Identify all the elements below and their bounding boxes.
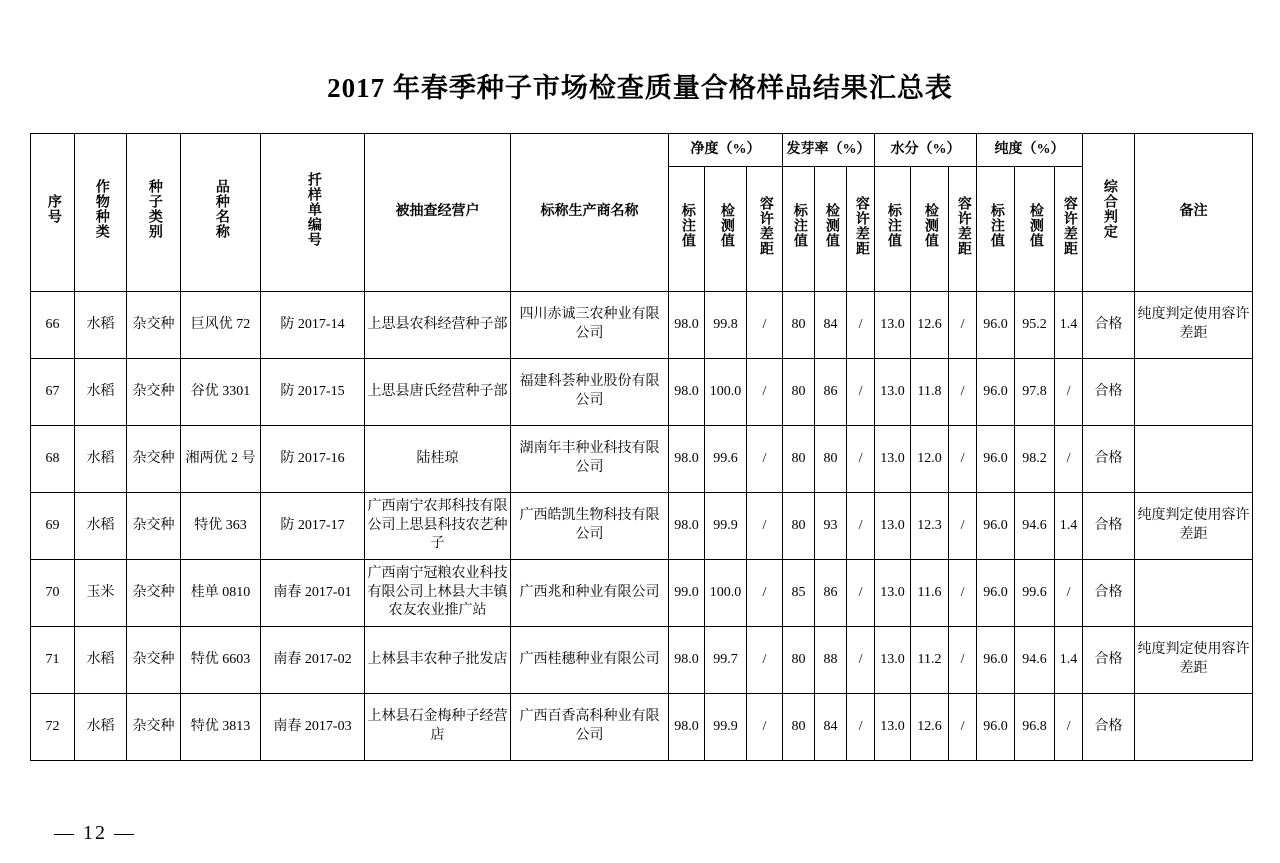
cell-remarks: [1135, 560, 1253, 627]
cell-varietal-purity-tested: 98.2: [1015, 426, 1055, 493]
cell-variety-name: 湘两优 2 号: [181, 426, 261, 493]
col-header-seq: 序号: [31, 134, 75, 292]
cell-varietal-purity-tolerance: /: [1055, 359, 1083, 426]
group-header-purity: 净度（%）: [669, 134, 783, 167]
cell-germination-labeled: 80: [783, 426, 815, 493]
col-header-sampled-operator: 被抽查经营户: [365, 134, 511, 292]
cell-varietal-purity-tested: 94.6: [1015, 493, 1055, 560]
cell-purity-tolerance: /: [747, 627, 783, 694]
group-header-varietal-purity: 纯度（%）: [977, 134, 1083, 167]
cell-sampled-operator: 上林县石金梅种子经营店: [365, 694, 511, 761]
cell-judgement: 合格: [1083, 493, 1135, 560]
cell-seq: 67: [31, 359, 75, 426]
cell-sampling-form-no: 南春 2017-01: [261, 560, 365, 627]
cell-variety-name: 桂单 0810: [181, 560, 261, 627]
cell-moisture-labeled: 13.0: [875, 627, 911, 694]
cell-purity-labeled: 99.0: [669, 560, 705, 627]
cell-moisture-labeled: 13.0: [875, 359, 911, 426]
cell-moisture-labeled: 13.0: [875, 493, 911, 560]
cell-judgement: 合格: [1083, 627, 1135, 694]
table-row: [31, 627, 1253, 694]
group-header-germination: 发芽率（%）: [783, 134, 875, 167]
cell-varietal-purity-tested: 96.8: [1015, 694, 1055, 761]
cell-germination-labeled: 80: [783, 493, 815, 560]
cell-judgement: 合格: [1083, 560, 1135, 627]
cell-germination-tolerance: /: [847, 627, 875, 694]
cell-purity-tolerance: /: [747, 560, 783, 627]
cell-seq: 71: [31, 627, 75, 694]
col-header-variety-name: 品种名称: [181, 134, 261, 292]
cell-moisture-tested: 11.2: [911, 627, 949, 694]
cell-moisture-tolerance: /: [949, 493, 977, 560]
cell-purity-tolerance: /: [747, 292, 783, 359]
cell-claimed-producer: 广西百香高科种业有限公司: [511, 694, 669, 761]
cell-sampling-form-no: 防 2017-15: [261, 359, 365, 426]
cell-judgement: 合格: [1083, 359, 1135, 426]
cell-claimed-producer: 广西桂穗种业有限公司: [511, 627, 669, 694]
col-header-purity-tested: 检测值: [705, 167, 747, 292]
col-header-sampling-form-no: 扦样单编号: [261, 134, 365, 292]
cell-moisture-labeled: 13.0: [875, 694, 911, 761]
cell-purity-tolerance: /: [747, 493, 783, 560]
cell-varietal-purity-tolerance: /: [1055, 560, 1083, 627]
cell-variety-name: 谷优 3301: [181, 359, 261, 426]
cell-judgement: 合格: [1083, 694, 1135, 761]
col-header-varietal-purity-labeled: 标注值: [977, 167, 1015, 292]
cell-variety-name: 特优 3813: [181, 694, 261, 761]
cell-purity-tested: 100.0: [705, 560, 747, 627]
cell-purity-tested: 99.6: [705, 426, 747, 493]
cell-germination-tested: 88: [815, 627, 847, 694]
cell-purity-labeled: 98.0: [669, 292, 705, 359]
cell-purity-tested: 99.8: [705, 292, 747, 359]
cell-germination-labeled: 80: [783, 694, 815, 761]
cell-seed-category: 杂交种: [127, 560, 181, 627]
cell-moisture-labeled: 13.0: [875, 292, 911, 359]
cell-sampled-operator: 上思县农科经营种子部: [365, 292, 511, 359]
cell-crop-type: 玉米: [75, 560, 127, 627]
cell-sampling-form-no: 防 2017-14: [261, 292, 365, 359]
cell-purity-tested: 99.9: [705, 493, 747, 560]
cell-variety-name: 特优 363: [181, 493, 261, 560]
col-header-varietal-purity-tested: 检测值: [1015, 167, 1055, 292]
cell-crop-type: 水稻: [75, 493, 127, 560]
table-row: [31, 493, 1253, 560]
col-header-moisture-labeled: 标注值: [875, 167, 911, 292]
cell-varietal-purity-tolerance: 1.4: [1055, 292, 1083, 359]
col-header-varietal-purity-tolerance: 容许差距: [1055, 167, 1083, 292]
cell-claimed-producer: 福建科荟种业股份有限公司: [511, 359, 669, 426]
cell-germination-tested: 93: [815, 493, 847, 560]
page-number: — 12 —: [54, 822, 136, 844]
cell-claimed-producer: 广西皓凯生物科技有限公司: [511, 493, 669, 560]
cell-purity-tolerance: /: [747, 359, 783, 426]
col-header-moisture-tested: 检测值: [911, 167, 949, 292]
cell-germination-tested: 86: [815, 560, 847, 627]
cell-varietal-purity-labeled: 96.0: [977, 426, 1015, 493]
cell-seed-category: 杂交种: [127, 426, 181, 493]
cell-sampled-operator: 上思县唐氏经营种子部: [365, 359, 511, 426]
col-header-germination-labeled: 标注值: [783, 167, 815, 292]
cell-judgement: 合格: [1083, 292, 1135, 359]
cell-sampled-operator: 上林县丰农种子批发店: [365, 627, 511, 694]
cell-moisture-tolerance: /: [949, 359, 977, 426]
cell-purity-labeled: 98.0: [669, 694, 705, 761]
cell-sampled-operator: 广西南宁冠粮农业科技有限公司上林县大丰镇农友农业推广站: [365, 560, 511, 627]
col-header-purity-labeled: 标注值: [669, 167, 705, 292]
cell-moisture-labeled: 13.0: [875, 426, 911, 493]
cell-varietal-purity-labeled: 96.0: [977, 292, 1015, 359]
cell-moisture-tolerance: /: [949, 426, 977, 493]
cell-sampled-operator: 陆桂琼: [365, 426, 511, 493]
col-header-overall-judgement: 综合判定: [1083, 134, 1135, 292]
cell-seed-category: 杂交种: [127, 627, 181, 694]
col-header-remarks: 备注: [1135, 134, 1253, 292]
cell-varietal-purity-tolerance: 1.4: [1055, 627, 1083, 694]
cell-germination-tolerance: /: [847, 560, 875, 627]
table-row: [31, 292, 1253, 359]
cell-germination-labeled: 85: [783, 560, 815, 627]
cell-seed-category: 杂交种: [127, 493, 181, 560]
cell-remarks: 纯度判定使用容许差距: [1135, 292, 1253, 359]
cell-germination-tested: 80: [815, 426, 847, 493]
cell-moisture-tolerance: /: [949, 627, 977, 694]
cell-moisture-tested: 12.6: [911, 694, 949, 761]
cell-crop-type: 水稻: [75, 694, 127, 761]
cell-sampling-form-no: 防 2017-17: [261, 493, 365, 560]
cell-purity-labeled: 98.0: [669, 426, 705, 493]
page-title: 2017 年春季种子市场检查质量合格样品结果汇总表: [327, 73, 953, 103]
cell-moisture-tested: 11.8: [911, 359, 949, 426]
col-header-moisture-tolerance: 容许差距: [949, 167, 977, 292]
cell-moisture-tolerance: /: [949, 694, 977, 761]
cell-remarks: [1135, 359, 1253, 426]
cell-remarks: 纯度判定使用容许差距: [1135, 493, 1253, 560]
cell-sampled-operator: 广西南宁农邦科技有限公司上思县科技农艺种子: [365, 493, 511, 560]
cell-seed-category: 杂交种: [127, 359, 181, 426]
cell-varietal-purity-tolerance: /: [1055, 694, 1083, 761]
cell-purity-tested: 100.0: [705, 359, 747, 426]
cell-moisture-tested: 11.6: [911, 560, 949, 627]
cell-germination-tested: 86: [815, 359, 847, 426]
cell-varietal-purity-tolerance: 1.4: [1055, 493, 1083, 560]
cell-sampling-form-no: 防 2017-16: [261, 426, 365, 493]
cell-germination-tolerance: /: [847, 493, 875, 560]
cell-germination-tolerance: /: [847, 426, 875, 493]
cell-seq: 72: [31, 694, 75, 761]
table-row: [31, 560, 1253, 627]
cell-germination-labeled: 80: [783, 359, 815, 426]
cell-germination-tolerance: /: [847, 359, 875, 426]
cell-claimed-producer: 湖南年丰种业科技有限公司: [511, 426, 669, 493]
cell-seq: 68: [31, 426, 75, 493]
cell-moisture-tolerance: /: [949, 560, 977, 627]
table-row: [31, 426, 1253, 493]
cell-sampling-form-no: 南春 2017-03: [261, 694, 365, 761]
cell-varietal-purity-labeled: 96.0: [977, 493, 1015, 560]
cell-judgement: 合格: [1083, 426, 1135, 493]
cell-purity-tested: 99.9: [705, 694, 747, 761]
cell-germination-tolerance: /: [847, 694, 875, 761]
table-row: [31, 694, 1253, 761]
cell-germination-tolerance: /: [847, 292, 875, 359]
cell-varietal-purity-labeled: 96.0: [977, 359, 1015, 426]
cell-remarks: [1135, 426, 1253, 493]
cell-sampling-form-no: 南春 2017-02: [261, 627, 365, 694]
cell-varietal-purity-labeled: 96.0: [977, 694, 1015, 761]
cell-germination-labeled: 80: [783, 627, 815, 694]
col-header-crop-type: 作物种类: [75, 134, 127, 292]
cell-germination-tested: 84: [815, 292, 847, 359]
cell-moisture-labeled: 13.0: [875, 560, 911, 627]
cell-crop-type: 水稻: [75, 627, 127, 694]
cell-germination-labeled: 80: [783, 292, 815, 359]
cell-varietal-purity-tested: 95.2: [1015, 292, 1055, 359]
col-header-claimed-producer: 标称生产商名称: [511, 134, 669, 292]
cell-variety-name: 巨风优 72: [181, 292, 261, 359]
col-header-germination-tested: 检测值: [815, 167, 847, 292]
cell-crop-type: 水稻: [75, 359, 127, 426]
col-header-seed-category: 种子类别: [127, 134, 181, 292]
cell-claimed-producer: 广西兆和种业有限公司: [511, 560, 669, 627]
col-header-purity-tolerance: 容许差距: [747, 167, 783, 292]
cell-purity-labeled: 98.0: [669, 627, 705, 694]
cell-claimed-producer: 四川赤诚三农种业有限公司: [511, 292, 669, 359]
cell-varietal-purity-tested: 94.6: [1015, 627, 1055, 694]
cell-varietal-purity-tested: 97.8: [1015, 359, 1055, 426]
cell-moisture-tested: 12.0: [911, 426, 949, 493]
cell-varietal-purity-labeled: 96.0: [977, 560, 1015, 627]
cell-purity-labeled: 98.0: [669, 493, 705, 560]
cell-seq: 70: [31, 560, 75, 627]
results-table: [30, 133, 1253, 761]
col-header-germination-tolerance: 容许差距: [847, 167, 875, 292]
cell-crop-type: 水稻: [75, 426, 127, 493]
cell-seq: 69: [31, 493, 75, 560]
table-row: [31, 359, 1253, 426]
cell-purity-labeled: 98.0: [669, 359, 705, 426]
cell-varietal-purity-tolerance: /: [1055, 426, 1083, 493]
cell-purity-tested: 99.7: [705, 627, 747, 694]
cell-varietal-purity-tested: 99.6: [1015, 560, 1055, 627]
cell-moisture-tested: 12.6: [911, 292, 949, 359]
group-header-moisture: 水分（%）: [875, 134, 977, 167]
cell-seed-category: 杂交种: [127, 292, 181, 359]
cell-moisture-tolerance: /: [949, 292, 977, 359]
cell-germination-tested: 84: [815, 694, 847, 761]
cell-crop-type: 水稻: [75, 292, 127, 359]
cell-moisture-tested: 12.3: [911, 493, 949, 560]
cell-seq: 66: [31, 292, 75, 359]
cell-seed-category: 杂交种: [127, 694, 181, 761]
cell-purity-tolerance: /: [747, 694, 783, 761]
cell-varietal-purity-labeled: 96.0: [977, 627, 1015, 694]
cell-variety-name: 特优 6603: [181, 627, 261, 694]
cell-remarks: [1135, 694, 1253, 761]
cell-remarks: 纯度判定使用容许差距: [1135, 627, 1253, 694]
cell-purity-tolerance: /: [747, 426, 783, 493]
